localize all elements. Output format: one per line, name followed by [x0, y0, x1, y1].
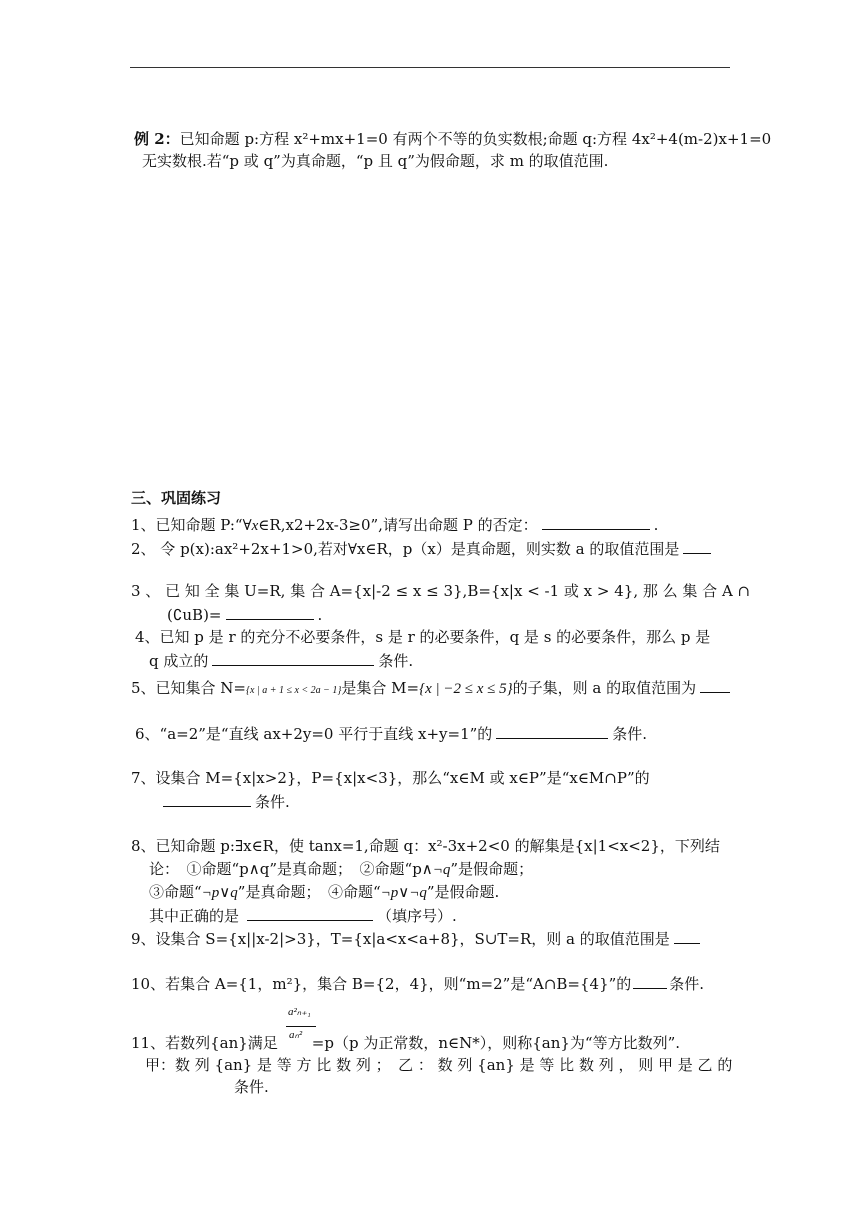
q1-text-post: .	[653, 516, 659, 534]
q5-answer-blank[interactable]	[700, 677, 730, 693]
q4-text: q 成立的	[149, 652, 209, 670]
q7-text-post: 条件.	[255, 793, 290, 811]
q3-text-post: .	[317, 606, 323, 624]
q5-text-mid: 是集合 M=	[341, 679, 420, 697]
question-1	[131, 514, 658, 536]
q1-forall: ∀x∈	[242, 518, 270, 534]
example2-line2: 无实数根.若“p 或 q”为真命题，“p 且 q”为假命题，求 m 的取值范围.	[142, 152, 609, 170]
q7-answer-blank[interactable]	[163, 791, 251, 807]
example2-text-1: 已知命题 p:方程 x²+mx+1=0 有两个不等的负实数根;命题 q:方程 4x²+4(m-2)x+1=0	[179, 130, 772, 148]
q8-text-3c: ”是假命题.	[426, 883, 500, 901]
q8-neg-q: ¬q	[432, 862, 451, 878]
q8-text-2b: ”是假命题；	[450, 860, 534, 878]
q3-text: (∁uB)=	[167, 606, 222, 624]
q9-text: 9、设集合 S={x||x-2|>3}，T={x|a<x<a+8}，S∪T=R，则 a 的取值范围是	[131, 930, 670, 948]
question-11-line2: 甲：数 列 {an} 是 等 方 比 数 列 ； 乙 ： 数 列 {an} 是 等 比 数 列 ， 则 甲 是 乙 的	[145, 1056, 733, 1074]
example2-line1	[134, 129, 771, 149]
q11-text-mid: =p（p 为正常数，n∈N*），则称{an}为“等方比数列”.	[311, 1034, 681, 1052]
question-5	[131, 677, 734, 701]
question-2	[131, 538, 715, 559]
q2-answer-blank[interactable]	[683, 538, 711, 554]
question-10	[131, 973, 704, 994]
question-9	[131, 928, 704, 949]
q8-negp-or-negq: ¬p∨¬q	[380, 885, 427, 901]
q8-negp-or-q: ¬p∨q	[201, 885, 238, 901]
q8-text-3b: ”是真命题； ④命题“	[237, 883, 381, 901]
question-11-line3: 条件.	[234, 1078, 269, 1096]
q1-text-pre: 1、已知命题 P:“	[131, 516, 243, 534]
question-11-line1	[131, 1033, 680, 1053]
q3-answer-blank[interactable]	[226, 604, 314, 620]
question-4-line1: 4、已知 p 是 r 的充分不必要条件，s 是 r 的必要条件，q 是 s 的必要条件，那么 p 是	[135, 628, 711, 646]
question-8-line2	[149, 859, 533, 880]
q10-answer-blank[interactable]	[633, 973, 667, 989]
q8-text-3a: ③命题“	[149, 883, 202, 901]
q1-text-mid: R,x2+2x-3≥0”,请写出命题 P 的否定：	[269, 516, 538, 534]
q5-set-n: {x | a + 1 ≤ x < 2a − 1}	[246, 685, 342, 696]
q5-text-pre: 5、已知集合 N=	[131, 679, 247, 697]
question-8-line3	[149, 882, 499, 903]
header-rule	[130, 67, 730, 68]
section-title: 三、巩固练习	[131, 489, 222, 507]
q9-answer-blank[interactable]	[674, 928, 700, 944]
q10-text-pre: 10、若集合 A={1，m²}，集合 B={2，4}，则“m=2”是“A∩B={4}”的	[131, 975, 632, 993]
q6-text-post: 条件.	[612, 725, 648, 743]
q11-text-pre: 11、若数列{an}满足	[131, 1034, 278, 1052]
q6-answer-blank[interactable]	[496, 723, 608, 739]
question-6	[135, 723, 647, 744]
q1-answer-blank[interactable]	[542, 514, 650, 530]
q5-text-post: 的子集，则 a 的取值范围为	[512, 679, 697, 697]
question-3-line2	[167, 604, 322, 625]
q8-text-4post: （填序号）.	[377, 907, 457, 925]
q11-fraction-bar	[286, 1026, 316, 1027]
q8-text-4: 其中正确的是	[149, 907, 240, 925]
q11-fraction-numerator: a²ₙ₊₁	[288, 1006, 311, 1018]
question-7-line1: 7、设集合 M={x|x>2}，P={x|x<3}，那么“x∈M 或 x∈P”是“x∈M∩P”的	[131, 769, 650, 787]
q6-text-pre: 6、“a=2”是“直线 ax+2y=0 平行于直线 x+y=1”的	[135, 725, 493, 743]
question-3-line1: 3 、 已 知 全 集 U=R, 集 合 A={x|-2 ≤ x ≤ 3},B={x|x < -1 或 x > 4}, 那 么 集 合 A ∩	[131, 582, 751, 600]
q2-text: 2、 令 p(x):ax²+2x+1>0,若对∀x∈R，p（x）是真命题，则实数 a 的取值范围是	[131, 540, 680, 558]
q8-text-2a: 论： ①命题“p∧q”是真命题； ②命题“p∧	[149, 860, 433, 878]
example2-label: 例 2：	[134, 130, 180, 148]
question-8-line1: 8、已知命题 p:∃x∈R，使 tanx=1,命题 q：x²-3x+2<0 的解集是{x|1<x<2}，下列结	[131, 837, 720, 855]
q5-set-m: {x | −2 ≤ x ≤ 5}	[419, 681, 513, 697]
q10-text-post: 条件.	[669, 975, 705, 993]
q4-answer-blank[interactable]	[212, 650, 374, 666]
question-8-line4	[149, 905, 457, 926]
q4-text-post: 条件.	[378, 652, 414, 670]
q8-answer-blank[interactable]	[247, 905, 373, 921]
question-4-line2	[149, 650, 413, 671]
question-7-line2	[163, 791, 290, 812]
q11-fraction-denominator: aₙ²	[289, 1029, 303, 1041]
